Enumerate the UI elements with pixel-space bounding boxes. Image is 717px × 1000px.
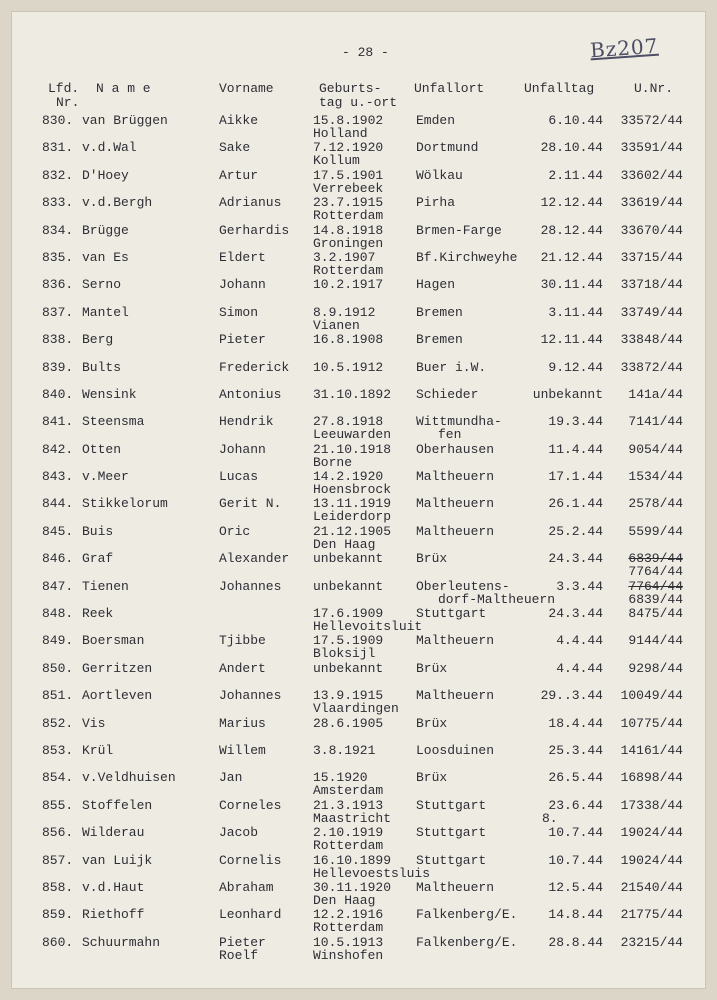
accident-place: Maltheuern xyxy=(416,633,495,649)
accident-place: Maltheuern xyxy=(416,469,495,485)
surname: Boersman xyxy=(82,633,145,649)
table-header xyxy=(12,78,705,118)
birth-date: 12.2.1916 xyxy=(313,907,384,923)
accident-place: Wölkau xyxy=(416,167,463,183)
table-row xyxy=(12,771,705,798)
accident-date: 28.12.44 xyxy=(540,222,603,238)
table-row xyxy=(12,662,705,689)
row-number: 831. xyxy=(42,140,74,156)
record-number: 21540/44 xyxy=(620,879,683,895)
accident-date: 18.4.44 xyxy=(548,715,603,731)
accident-date: 12.11.44 xyxy=(540,332,603,348)
surname: Aortleven xyxy=(82,688,153,704)
table-row xyxy=(12,881,705,908)
birth-place: Rotterdam xyxy=(313,920,384,936)
birth-place: Vlaardingen xyxy=(313,701,399,717)
header-name: N a m e xyxy=(96,81,151,96)
accident-place: Maltheuern xyxy=(416,496,495,512)
header-unfalltag: Unfalltag xyxy=(524,81,595,96)
row-number: 834. xyxy=(42,222,74,238)
first-name-2: Roelf xyxy=(219,947,259,963)
header-geburts: Geburts- xyxy=(319,81,382,96)
table-row xyxy=(12,580,705,607)
surname: Steensma xyxy=(82,414,145,430)
accident-date: 19.3.44 xyxy=(548,414,603,430)
record-number: 1534/44 xyxy=(628,469,683,485)
row-number: 852. xyxy=(42,715,74,731)
accident-place: Oberleutens- xyxy=(416,578,510,594)
table-row xyxy=(12,908,705,935)
birth-date: 23.7.1915 xyxy=(313,195,384,211)
first-name: Johann xyxy=(219,277,266,293)
table-row xyxy=(12,799,705,826)
header-unfallort: Unfallort xyxy=(414,81,485,96)
row-number: 860. xyxy=(42,934,74,950)
table-row xyxy=(12,936,705,963)
accident-date: 28.10.44 xyxy=(540,140,603,156)
page-number: - 28 - xyxy=(342,45,389,60)
first-name: Johannes xyxy=(219,688,282,704)
table-row xyxy=(12,854,705,881)
birth-date: 16.10.1899 xyxy=(313,852,392,868)
record-number: 33749/44 xyxy=(620,304,683,320)
accident-date: 10.7.44 xyxy=(548,825,603,841)
birth-place: Bloksijl xyxy=(313,646,376,662)
table-row xyxy=(12,196,705,223)
record-number: 33619/44 xyxy=(620,195,683,211)
birth-place: Borne xyxy=(313,454,353,470)
record-number: 33715/44 xyxy=(620,249,683,265)
record-number: 10775/44 xyxy=(620,715,683,731)
accident-place: Oberhausen xyxy=(416,441,495,457)
table-row xyxy=(12,141,705,168)
accident-place: Brüx xyxy=(416,715,448,731)
header-nr: Nr. xyxy=(56,95,80,110)
header-lfd: Lfd. xyxy=(48,81,80,96)
accident-date: 17.1.44 xyxy=(548,469,603,485)
surname: Buis xyxy=(82,523,114,539)
first-name: Lucas xyxy=(219,469,259,485)
accident-date: 24.3.44 xyxy=(548,551,603,567)
table-row xyxy=(12,251,705,278)
table-row xyxy=(12,388,705,415)
first-name: Artur xyxy=(219,167,259,183)
table-row xyxy=(12,689,705,716)
surname: van Luijk xyxy=(82,852,153,868)
record-number: 9298/44 xyxy=(628,660,683,676)
table-row xyxy=(12,361,705,388)
record-number: 7764/44 xyxy=(628,578,683,594)
birth-date: 31.10.1892 xyxy=(313,386,392,402)
accident-place-2: dorf-Maltheuern xyxy=(438,591,556,607)
row-number: 851. xyxy=(42,688,74,704)
accident-place: Stuttgart xyxy=(416,825,487,841)
birth-date: 7.12.1920 xyxy=(313,140,384,156)
accident-place: Bremen xyxy=(416,332,463,348)
surname: v.Veldhuisen xyxy=(82,770,176,786)
birth-date: 15.8.1902 xyxy=(313,113,384,128)
birth-date: 8.9.1912 xyxy=(313,304,376,320)
accident-place-2: fen xyxy=(438,427,462,443)
birth-place: Amsterdam xyxy=(313,783,384,799)
row-number: 843. xyxy=(42,469,74,485)
accident-place: Falkenberg/E. xyxy=(416,934,518,950)
accident-date: 23.6.44 xyxy=(548,797,603,813)
birth-place: Hellevoestsluis xyxy=(313,865,431,881)
accident-place: Brüx xyxy=(416,770,448,786)
surname: Berg xyxy=(82,332,114,348)
row-number: 854. xyxy=(42,770,74,786)
accident-date: 9.12.44 xyxy=(548,359,603,375)
record-number: 6839/44 xyxy=(628,551,683,567)
first-name: Eldert xyxy=(219,249,266,265)
birth-place: Den Haag xyxy=(313,892,376,908)
birth-date: 10.5.1913 xyxy=(313,934,384,950)
accident-date: 3.3.44 xyxy=(556,578,603,594)
birth-date: 13.11.1919 xyxy=(313,496,392,512)
record-number: 33718/44 xyxy=(620,277,683,293)
birth-place: Holland xyxy=(313,126,368,141)
birth-date: unbekannt xyxy=(313,660,384,676)
row-number: 849. xyxy=(42,633,74,649)
surname: Reek xyxy=(82,606,114,622)
row-number: 858. xyxy=(42,879,74,895)
accident-date: 26.1.44 xyxy=(548,496,603,512)
row-number: 830. xyxy=(42,113,74,128)
birth-date: 30.11.1920 xyxy=(313,879,392,895)
record-number: 33572/44 xyxy=(620,113,683,128)
birth-date: 2.10.1919 xyxy=(313,825,384,841)
surname: v.d.Wal xyxy=(82,140,137,156)
birth-place: Maastricht xyxy=(313,810,392,826)
accident-date: 4.4.44 xyxy=(556,633,603,649)
row-number: 836. xyxy=(42,277,74,293)
table-row xyxy=(12,278,705,305)
surname: Krül xyxy=(82,742,114,758)
table-row xyxy=(12,552,705,579)
row-number: 844. xyxy=(42,496,74,512)
surname: Otten xyxy=(82,441,122,457)
first-name: Antonius xyxy=(219,386,282,402)
birth-date: 21.10.1918 xyxy=(313,441,392,457)
surname: Serno xyxy=(82,277,122,293)
surname: van Es xyxy=(82,249,129,265)
first-name: Corneles xyxy=(219,797,282,813)
first-name: Pieter xyxy=(219,934,266,950)
header-vorname: Vorname xyxy=(219,81,274,96)
birth-place: Rotterdam xyxy=(313,208,384,224)
surname: Wilderau xyxy=(82,825,145,841)
first-name: Frederick xyxy=(219,359,290,375)
birth-place: Leeuwarden xyxy=(313,427,392,443)
birth-place: Groningen xyxy=(313,235,384,251)
birth-date: 14.2.1920 xyxy=(313,469,384,485)
birth-date: 16.8.1908 xyxy=(313,332,384,348)
birth-place: Hellevoitsluit xyxy=(313,619,423,635)
accident-place: Stuttgart xyxy=(416,852,487,868)
row-number: 841. xyxy=(42,414,74,430)
first-name: Cornelis xyxy=(219,852,282,868)
birth-place: Rotterdam xyxy=(313,262,384,278)
first-name: Johann xyxy=(219,441,266,457)
surname: Stikkelorum xyxy=(82,496,168,512)
table-row xyxy=(12,114,705,141)
record-number: 33591/44 xyxy=(620,140,683,156)
surname: Gerritzen xyxy=(82,660,153,676)
record-number: 19024/44 xyxy=(620,825,683,841)
accident-place: Maltheuern xyxy=(416,879,495,895)
table-row xyxy=(12,415,705,442)
accident-date: 28.8.44 xyxy=(548,934,603,950)
accident-date: 12.12.44 xyxy=(540,195,603,211)
accident-place: Dortmund xyxy=(416,140,479,156)
first-name: Leonhard xyxy=(219,907,282,923)
record-number-2: 7764/44 xyxy=(628,564,683,580)
surname: D'Hoey xyxy=(82,167,129,183)
table-row xyxy=(12,607,705,634)
handwritten-annotation: Bz207 xyxy=(589,33,660,63)
record-number: 21775/44 xyxy=(620,907,683,923)
birth-date: 13.9.1915 xyxy=(313,688,384,704)
birth-date: 10.5.1912 xyxy=(313,359,384,375)
first-name: Jacob xyxy=(219,825,259,841)
record-number: 33602/44 xyxy=(620,167,683,183)
accident-place: Bf.Kirchweyhe xyxy=(416,249,518,265)
birth-date: unbekannt xyxy=(313,578,384,594)
row-number: 835. xyxy=(42,249,74,265)
accident-date-2: 8. xyxy=(542,810,558,826)
accident-date: 25.3.44 xyxy=(548,742,603,758)
accident-date: 11.4.44 xyxy=(548,441,603,457)
table-row xyxy=(12,224,705,251)
row-number: 832. xyxy=(42,167,74,183)
surname: v.d.Bergh xyxy=(82,195,153,211)
surname: Tienen xyxy=(82,578,129,594)
table-row xyxy=(12,169,705,196)
birth-date: 3.8.1921 xyxy=(313,742,376,758)
birth-place: Hoensbrock xyxy=(313,482,392,498)
accident-place: Maltheuern xyxy=(416,688,495,704)
row-number: 855. xyxy=(42,797,74,813)
surname: Brügge xyxy=(82,222,129,238)
first-name: Abraham xyxy=(219,879,274,895)
row-number: 838. xyxy=(42,332,74,348)
record-number: 9144/44 xyxy=(628,633,683,649)
accident-date: 21.12.44 xyxy=(540,249,603,265)
birth-place: Den Haag xyxy=(313,536,376,552)
accident-date: 2.11.44 xyxy=(548,167,603,183)
birth-date: 21.12.1905 xyxy=(313,523,392,539)
surname: v.d.Haut xyxy=(82,879,145,895)
first-name: Aikke xyxy=(219,113,259,128)
row-number: 853. xyxy=(42,742,74,758)
surname: Stoffelen xyxy=(82,797,153,813)
accident-place: Emden xyxy=(416,113,456,128)
surname: Vis xyxy=(82,715,106,731)
table-row xyxy=(12,333,705,360)
accident-place: Loosduinen xyxy=(416,742,495,758)
accident-place: Falkenberg/E. xyxy=(416,907,518,923)
table-row xyxy=(12,826,705,853)
birth-place: Leiderdorp xyxy=(313,509,392,525)
first-name: Johannes xyxy=(219,578,282,594)
record-number: 5599/44 xyxy=(628,523,683,539)
birth-place: Vianen xyxy=(313,317,360,333)
accident-date: 26.5.44 xyxy=(548,770,603,786)
accident-date: 30.11.44 xyxy=(540,277,603,293)
first-name: Alexander xyxy=(219,551,290,567)
record-number: 33872/44 xyxy=(620,359,683,375)
birth-place: Winshofen xyxy=(313,947,384,963)
surname: v.Meer xyxy=(82,469,129,485)
surname: Graf xyxy=(82,551,114,567)
table-row xyxy=(12,306,705,333)
surname: Schuurmahn xyxy=(82,934,161,950)
row-number: 859. xyxy=(42,907,74,923)
table-row xyxy=(12,717,705,744)
row-number: 848. xyxy=(42,606,74,622)
birth-place: Verrebeek xyxy=(313,180,384,196)
surname: Riethoff xyxy=(82,907,145,923)
accident-place: Buer i.W. xyxy=(416,359,487,375)
table-row xyxy=(12,525,705,552)
first-name: Willem xyxy=(219,742,266,758)
row-number: 837. xyxy=(42,304,74,320)
accident-date: 3.11.44 xyxy=(548,304,603,320)
record-number: 7141/44 xyxy=(628,414,683,430)
birth-date: 14.8.1918 xyxy=(313,222,384,238)
row-number: 840. xyxy=(42,386,74,402)
row-number: 847. xyxy=(42,578,74,594)
record-number: 16898/44 xyxy=(620,770,683,786)
first-name: Andert xyxy=(219,660,266,676)
birth-date: 17.5.1901 xyxy=(313,167,384,183)
birth-date: 28.6.1905 xyxy=(313,715,384,731)
first-name: Gerit N. xyxy=(219,496,282,512)
first-name: Jan xyxy=(219,770,243,786)
record-number: 17338/44 xyxy=(620,797,683,813)
birth-place: Kollum xyxy=(313,153,360,169)
record-number: 19024/44 xyxy=(620,852,683,868)
accident-date: 25.2.44 xyxy=(548,523,603,539)
accident-date: 24.3.44 xyxy=(548,606,603,622)
record-number: 14161/44 xyxy=(620,742,683,758)
accident-date: 6.10.44 xyxy=(548,113,603,128)
birth-place: Rotterdam xyxy=(313,838,384,854)
accident-date: 12.5.44 xyxy=(548,879,603,895)
birth-date: 27.8.1918 xyxy=(313,414,384,430)
birth-date: unbekannt xyxy=(313,551,384,567)
record-number: 33670/44 xyxy=(620,222,683,238)
row-number: 846. xyxy=(42,551,74,567)
accident-place: Brüx xyxy=(416,660,448,676)
first-name: Simon xyxy=(219,304,259,320)
accident-place: Brüx xyxy=(416,551,448,567)
birth-date: 21.3.1913 xyxy=(313,797,384,813)
first-name: Gerhardis xyxy=(219,222,290,238)
accident-date: unbekannt xyxy=(532,386,603,402)
table-row xyxy=(12,443,705,470)
record-number: 8475/44 xyxy=(628,606,683,622)
birth-date: 17.5.1909 xyxy=(313,633,384,649)
record-number: 10049/44 xyxy=(620,688,683,704)
header-tag-ort: tag u.-ort xyxy=(319,95,398,110)
surname: Wensink xyxy=(82,386,137,402)
first-name: Sake xyxy=(219,140,251,156)
record-number: 33848/44 xyxy=(620,332,683,348)
row-number: 857. xyxy=(42,852,74,868)
row-number: 845. xyxy=(42,523,74,539)
accident-place: Bremen xyxy=(416,304,463,320)
accident-date: 14.8.44 xyxy=(548,907,603,923)
row-number: 842. xyxy=(42,441,74,457)
document-page xyxy=(12,12,705,988)
surname: Mantel xyxy=(82,304,129,320)
birth-date: 15.1920 xyxy=(313,770,368,786)
first-name: Oric xyxy=(219,523,251,539)
table-row xyxy=(12,744,705,771)
record-number: 141a/44 xyxy=(628,386,683,402)
first-name: Tjibbe xyxy=(219,633,266,649)
accident-place: Stuttgart xyxy=(416,797,487,813)
table-row xyxy=(12,497,705,524)
first-name: Hendrik xyxy=(219,414,274,430)
first-name: Pieter xyxy=(219,332,266,348)
table-body xyxy=(12,114,705,963)
accident-place: Hagen xyxy=(416,277,456,293)
birth-date: 3.2.1907 xyxy=(313,249,376,265)
table-row xyxy=(12,470,705,497)
accident-place: Stuttgart xyxy=(416,606,487,622)
record-number: 9054/44 xyxy=(628,441,683,457)
birth-date: 10.2.1917 xyxy=(313,277,384,293)
first-name: Marius xyxy=(219,715,266,731)
row-number: 833. xyxy=(42,195,74,211)
row-number: 850. xyxy=(42,660,74,676)
accident-date: 4.4.44 xyxy=(556,660,603,676)
accident-place: Schieder xyxy=(416,386,479,402)
accident-place: Pirha xyxy=(416,195,456,211)
accident-date: 29..3.44 xyxy=(540,688,603,704)
table-row xyxy=(12,634,705,661)
surname: van Brüggen xyxy=(82,113,168,128)
record-number: 2578/44 xyxy=(628,496,683,512)
first-name: Adrianus xyxy=(219,195,282,211)
birth-date: 17.6.1909 xyxy=(313,606,384,622)
row-number: 856. xyxy=(42,825,74,841)
record-number-2: 6839/44 xyxy=(628,591,683,607)
accident-place: Wittmundha- xyxy=(416,414,502,430)
row-number: 839. xyxy=(42,359,74,375)
accident-date: 10.7.44 xyxy=(548,852,603,868)
surname: Bults xyxy=(82,359,122,375)
accident-place: Brmen-Farge xyxy=(416,222,502,238)
record-number: 23215/44 xyxy=(620,934,683,950)
accident-place: Maltheuern xyxy=(416,523,495,539)
header-unr: U.Nr. xyxy=(634,81,674,96)
